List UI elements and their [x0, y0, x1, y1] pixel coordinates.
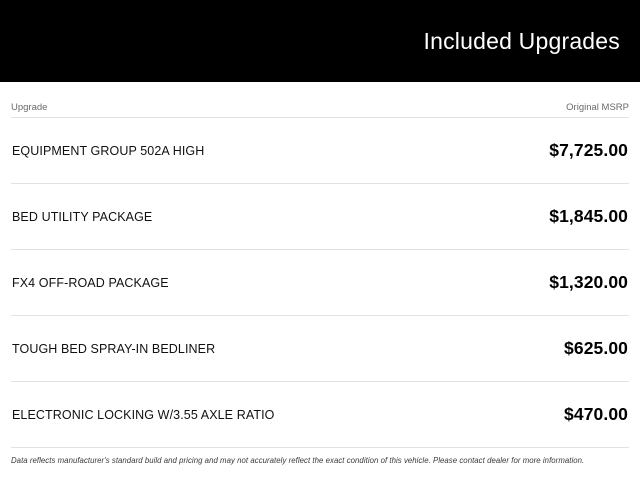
column-header-msrp: Original MSRP: [566, 102, 629, 113]
upgrade-name: EQUIPMENT GROUP 502A HIGH: [12, 143, 205, 158]
upgrade-name: ELECTRONIC LOCKING W/3.55 AXLE RATIO: [12, 407, 275, 422]
upgrade-name: BED UTILITY PACKAGE: [12, 209, 153, 224]
upgrade-name: FX4 OFF-ROAD PACKAGE: [12, 275, 169, 290]
upgrade-price: $1,320.00: [549, 272, 628, 292]
table-row: [11, 249, 629, 315]
table-row: [11, 381, 629, 447]
table-column-headers: [11, 82, 629, 117]
page-title: Included Upgrades: [423, 27, 620, 54]
upgrade-price: $625.00: [564, 338, 628, 358]
table-row: [11, 183, 629, 249]
upgrades-table: [0, 82, 640, 480]
column-header-upgrade: Upgrade: [11, 102, 48, 113]
upgrade-price: $1,845.00: [549, 206, 628, 226]
upgrades-rows: [11, 117, 629, 447]
table-row: [11, 117, 629, 183]
disclaimer-text: Data reflects manufacturer's standard build and pricing and may not accurately reflect the exact condition of this vehicle. Please contact dealer for more information.: [11, 447, 629, 465]
table-row: [11, 315, 629, 381]
upgrade-price: $470.00: [564, 404, 628, 424]
upgrade-name: TOUGH BED SPRAY-IN BEDLINER: [12, 341, 216, 356]
page-header: [0, 0, 640, 82]
upgrade-price: $7,725.00: [549, 140, 628, 160]
